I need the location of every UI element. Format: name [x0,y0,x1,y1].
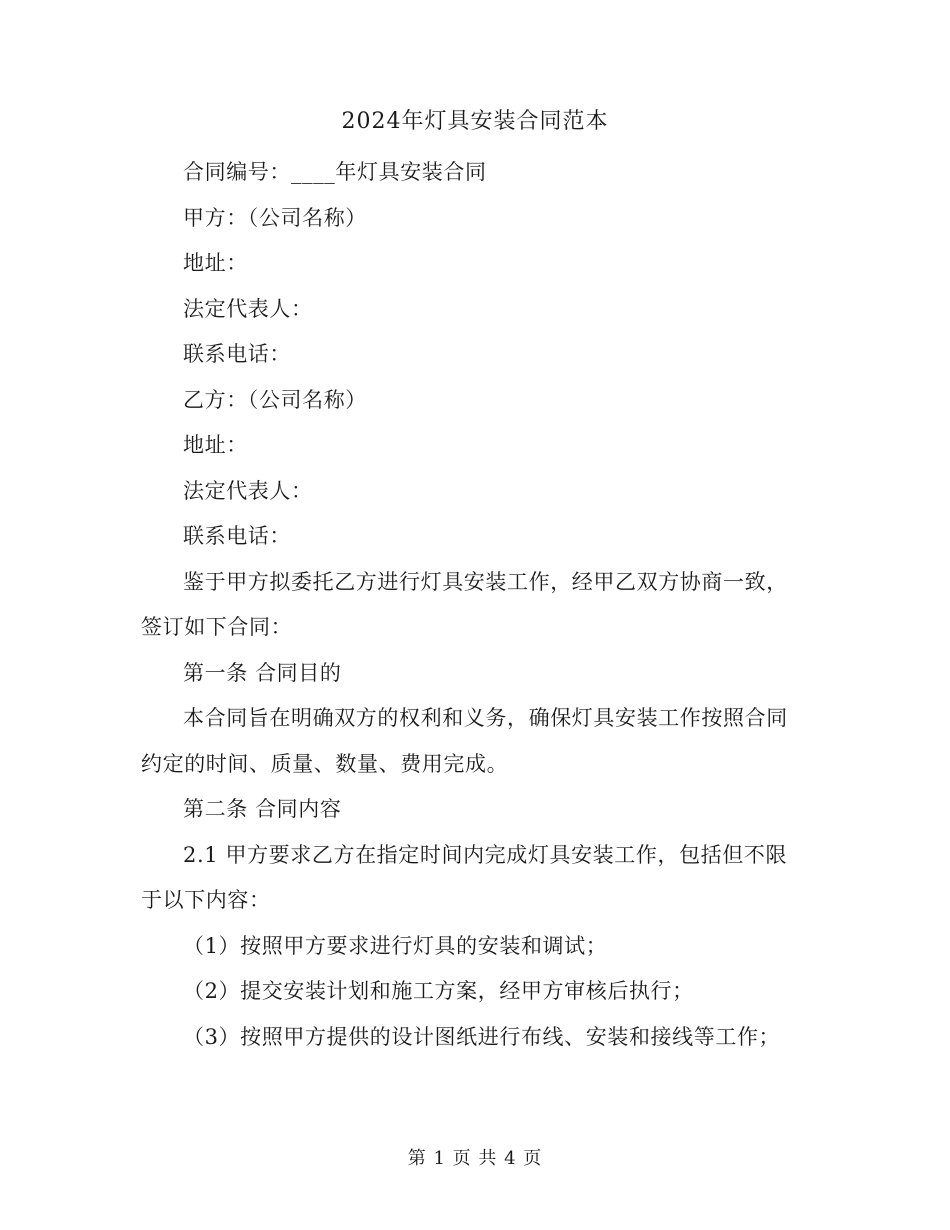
document-body [141,150,801,1060]
article-1-heading: 第一条 合同目的 [183,660,342,685]
party-a-phone-line: 联系电话： [183,342,291,366]
party-b-address-line: 地址： [183,433,248,457]
party-b-representative-line: 法定代表人： [183,478,313,503]
contract-number-line: 合同编号：____年灯具安装合同 [183,160,487,184]
clause-item-3: （3）按照甲方提供的设计图纸进行布线、安装和接线等工作； [183,1024,781,1049]
article-1-paragraph: 本合同旨在明确双方的权利和义务，确保灯具安装工作按照合同约定的时间、质量、数量、费用完成。 [141,706,788,776]
party-b-phone-line: 联系电话： [183,524,291,548]
party-a-name-line: 甲方：（公司名称） [183,205,367,230]
preamble-paragraph: 鉴于甲方拟委托乙方进行灯具安装工作，经甲乙双方协商一致，签订如下合同： [141,569,788,639]
document-title: 2024年灯具安装合同范本 [341,109,609,134]
party-a-address-line: 地址： [183,251,248,275]
article-2-heading: 第二条 合同内容 [183,797,342,821]
clause-item-1: （1）按照甲方要求进行灯具的安装和调试； [183,933,608,958]
page-footer: 第 1 页 共 4 页 [407,1148,543,1169]
clause-2-1-paragraph: 2.1 甲方要求乙方在指定时间内完成灯具安装工作，包括但不限于以下内容： [141,842,788,912]
party-a-representative-line: 法定代表人： [183,296,313,321]
party-b-name-line: 乙方：（公司名称） [183,387,367,412]
clause-item-2: （2）提交安装计划和施工方案，经甲方审核后执行； [183,979,694,1003]
